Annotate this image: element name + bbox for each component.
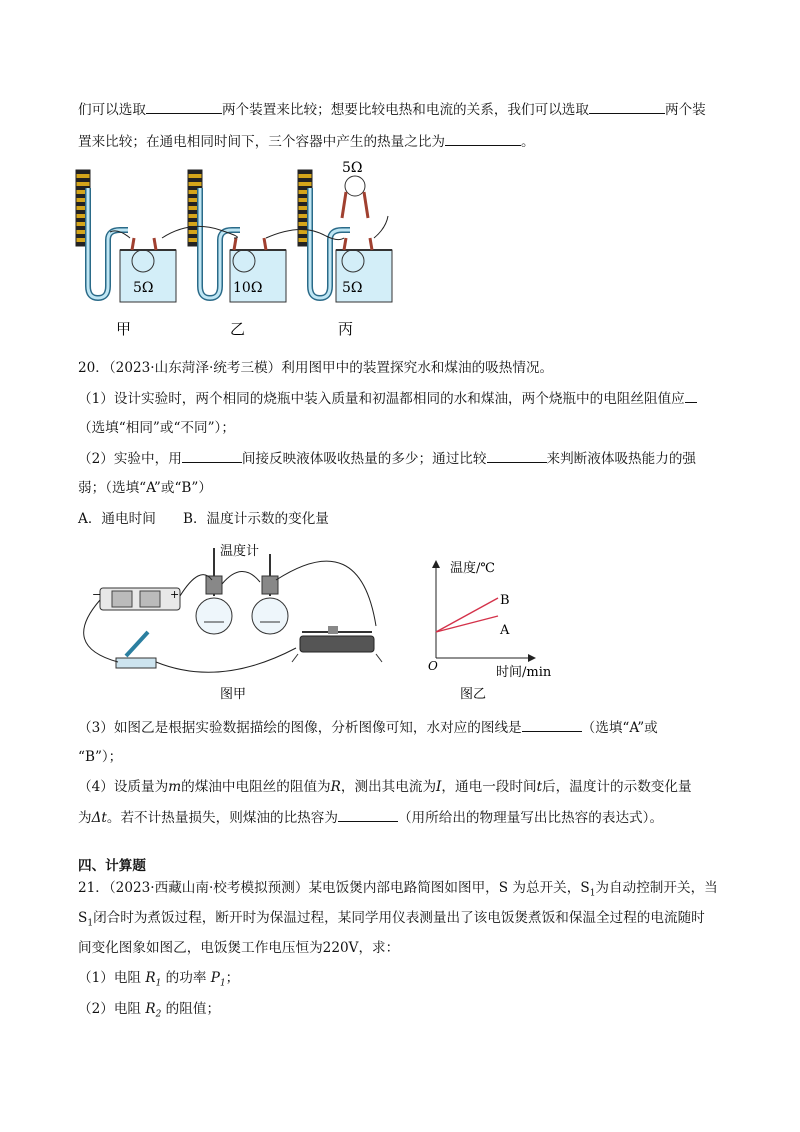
q20-part1-line1	[78, 388, 697, 409]
q20-part2-line1	[78, 448, 696, 469]
text: 为	[78, 810, 92, 826]
answer-blank[interactable]	[487, 448, 547, 463]
text: 的煤油中电阻丝的阻值为	[181, 779, 331, 795]
text: （2）实验中，用	[78, 451, 182, 467]
apparatus-jia	[76, 170, 176, 302]
q21-line-1	[78, 878, 718, 904]
answer-blank[interactable]	[445, 131, 521, 146]
q21-line-2	[78, 908, 705, 934]
q20-part2-line2: 弱；（选填“A”或“B”）	[78, 480, 212, 496]
line-a-label: A	[500, 623, 510, 638]
var-t: t	[536, 779, 543, 795]
text: 为自动控制开关，当	[595, 880, 718, 896]
q20-figure-yi	[420, 552, 580, 704]
answer-blank[interactable]	[589, 99, 665, 114]
flask-right	[252, 554, 288, 634]
q21-part1	[78, 968, 239, 994]
resistor-label: 10Ω	[233, 280, 263, 296]
battery	[92, 588, 180, 610]
var-r: R	[330, 779, 341, 795]
var-r: R	[145, 1001, 156, 1017]
text: 后，温度计的示数变化量	[542, 779, 692, 795]
resistor-label-external: 5Ω	[342, 160, 363, 176]
label-yi: 乙	[230, 320, 246, 338]
text: （4）设质量为	[78, 779, 169, 795]
subscript: 1	[155, 978, 162, 989]
text: （用所给出的物理量写出比热容的表达式）。	[397, 810, 664, 826]
q19-apparatus-figure	[70, 158, 400, 343]
var-delta-t: Δt	[91, 810, 107, 826]
text: ；	[225, 970, 240, 986]
text: 闭合时为煮饭过程，断开时为保温过程，某同学用仪表测量出了该电饭煲煮饭和保温全过程的电流随时	[93, 910, 705, 926]
label-jia: 甲	[116, 320, 132, 338]
q20-part1-line2: （选填“相同”或“不同”）；	[78, 420, 235, 436]
text: （选填“A”或	[581, 720, 658, 736]
battery-plus: +	[170, 588, 180, 601]
subscript: 1	[219, 978, 226, 989]
y-axis-label: 温度/℃	[450, 561, 495, 576]
flask-left	[196, 548, 232, 634]
var-m: m	[168, 779, 182, 795]
text: 的阻值；	[161, 1001, 221, 1017]
var-p: P	[210, 970, 220, 986]
text: 两个装	[665, 102, 706, 118]
q20-figure-jia	[70, 536, 400, 706]
q19-line-2	[78, 131, 535, 152]
thermometer-label: 温度计	[220, 544, 260, 559]
text: 间接反映液体吸收热量的多少；通过比较	[241, 451, 487, 467]
x-axis-label: 时间/min	[496, 665, 552, 680]
rheostat	[292, 626, 382, 662]
text: （1）电阻	[78, 970, 146, 986]
section-title: 四、计算题	[78, 858, 146, 874]
answer-blank[interactable]	[146, 99, 222, 114]
line-a	[436, 616, 498, 632]
text: ，通电一段时间	[441, 779, 537, 795]
text: （3）如图乙是根据实验数据描绘的图像，分析图像可知，水对应的图线是	[78, 720, 522, 736]
subscript: 2	[155, 1009, 162, 1020]
answer-blank[interactable]	[685, 388, 697, 403]
answer-blank[interactable]	[338, 807, 398, 822]
text: 的功率	[161, 970, 211, 986]
figure-caption: 图乙	[460, 687, 487, 702]
text: 置来比较；在通电相同时间下，三个容器中产生的热量之比为	[78, 134, 446, 150]
text: 来判断液体吸热能力的强	[546, 451, 697, 467]
text: 。若不计热量损失，则煤油的比热容为	[106, 810, 338, 826]
q20-part4-line2	[78, 807, 663, 828]
line-b-label: B	[500, 593, 510, 608]
q20-part3-line1	[78, 717, 658, 738]
text: 们可以选取	[78, 102, 146, 118]
resistor-label: 5Ω	[133, 280, 154, 296]
text: 。	[521, 134, 535, 150]
q21-line-3: 间变化图象如图乙，电饭煲工作电压恒为220V，求：	[78, 940, 400, 956]
text: S	[78, 910, 88, 926]
q20-options: A．通电时间 B．温度计示数的变化量	[78, 511, 329, 527]
label-bing: 丙	[338, 320, 354, 338]
text: （1）设计实验时，两个相同的烧瓶中装入质量和初温都相同的水和煤油，两个烧瓶中的电阻丝阻值应	[78, 391, 685, 407]
q21-part2	[78, 999, 220, 1025]
var-i: I	[436, 779, 442, 795]
battery-minus: −	[92, 588, 102, 601]
origin-label: O	[428, 659, 438, 673]
answer-blank[interactable]	[522, 717, 582, 732]
line-b	[436, 598, 498, 632]
subscript: 1	[87, 918, 94, 929]
resistor-label: 5Ω	[342, 280, 363, 296]
q20-stem: 20．（2023·山东菏泽·统考三模）利用图甲中的装置探究水和煤油的吸热情况。	[78, 360, 554, 376]
text: （2）电阻	[78, 1001, 146, 1017]
text: 21．（2023·西藏山南·校考模拟预测）某电饭煲内部电路简图如图甲，S 为总开关，S	[78, 880, 590, 896]
knife-switch	[116, 632, 156, 668]
answer-blank[interactable]	[182, 448, 242, 463]
subscript: 1	[589, 888, 596, 899]
text: ，测出其电流为	[340, 779, 437, 795]
text: 两个装置来比较；想要比较电热和电流的关系，我们可以选取	[221, 102, 589, 118]
figure-caption: 图甲	[220, 687, 247, 702]
var-r: R	[145, 970, 156, 986]
q20-part4-line1	[78, 777, 692, 797]
q20-part3-line2: “B”）；	[78, 749, 123, 765]
q19-line-1	[78, 99, 706, 120]
